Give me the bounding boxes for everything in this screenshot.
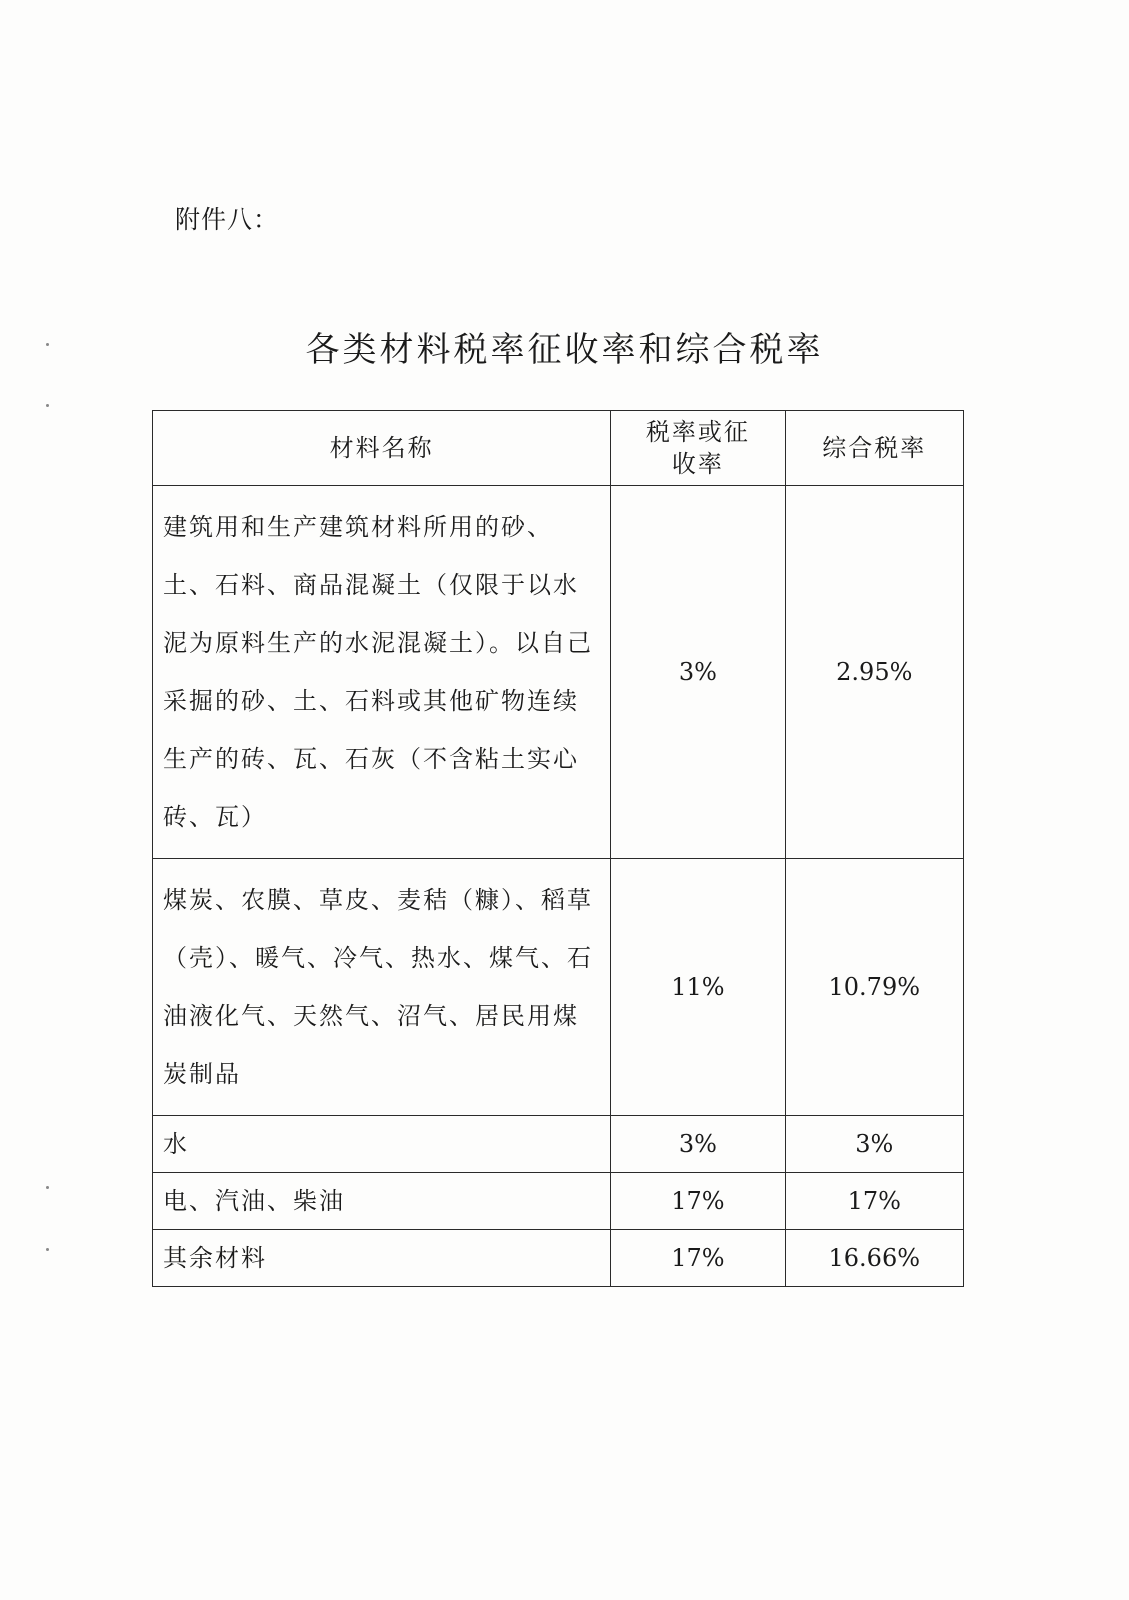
composite-rate-cell: 16.66% bbox=[785, 1230, 963, 1287]
table-header-row bbox=[153, 411, 964, 486]
attachment-label: 附件八： bbox=[175, 205, 280, 234]
material-name-cell: 其余材料 bbox=[153, 1230, 611, 1287]
table-row bbox=[153, 859, 964, 1116]
composite-rate-cell: 2.95% bbox=[785, 486, 963, 859]
tax-rate-cell: 17% bbox=[611, 1230, 785, 1287]
table-row bbox=[153, 1173, 964, 1230]
document-title: 各类材料税率征收率和综合税率 bbox=[305, 330, 824, 370]
header-composite-rate: 综合税率 bbox=[785, 411, 963, 486]
material-name-cell: 水 bbox=[153, 1116, 611, 1173]
composite-rate-cell: 3% bbox=[785, 1116, 963, 1173]
table-row bbox=[153, 486, 964, 859]
header-material-name: 材料名称 bbox=[153, 411, 611, 486]
table-row bbox=[153, 1230, 964, 1287]
tax-rate-table bbox=[152, 410, 964, 1287]
tax-rate-cell: 17% bbox=[611, 1173, 785, 1230]
scan-speck bbox=[46, 1248, 49, 1251]
composite-rate-cell: 10.79% bbox=[785, 859, 963, 1116]
material-name-cell: 建筑用和生产建筑材料所用的砂、土、石料、商品混凝土（仅限于以水泥为原料生产的水泥混凝土）。以自己采掘的砂、土、石料或其他矿物连续生产的砖、瓦、石灰（不含粘土实心砖、瓦） bbox=[153, 486, 611, 859]
tax-rate-cell: 3% bbox=[611, 1116, 785, 1173]
material-name-cell: 电、汽油、柴油 bbox=[153, 1173, 611, 1230]
scan-speck bbox=[46, 404, 49, 407]
composite-rate-cell: 17% bbox=[785, 1173, 963, 1230]
header-tax-rate: 税率或征收率 bbox=[611, 411, 785, 486]
tax-rate-cell: 11% bbox=[611, 859, 785, 1116]
table-row bbox=[153, 1116, 964, 1173]
scan-speck bbox=[46, 1186, 49, 1189]
tax-rate-cell: 3% bbox=[611, 486, 785, 859]
material-name-cell: 煤炭、农膜、草皮、麦秸（糠）、稻草（壳）、暖气、冷气、热水、煤气、石油液化气、天然气、沼气、居民用煤炭制品 bbox=[153, 859, 611, 1116]
